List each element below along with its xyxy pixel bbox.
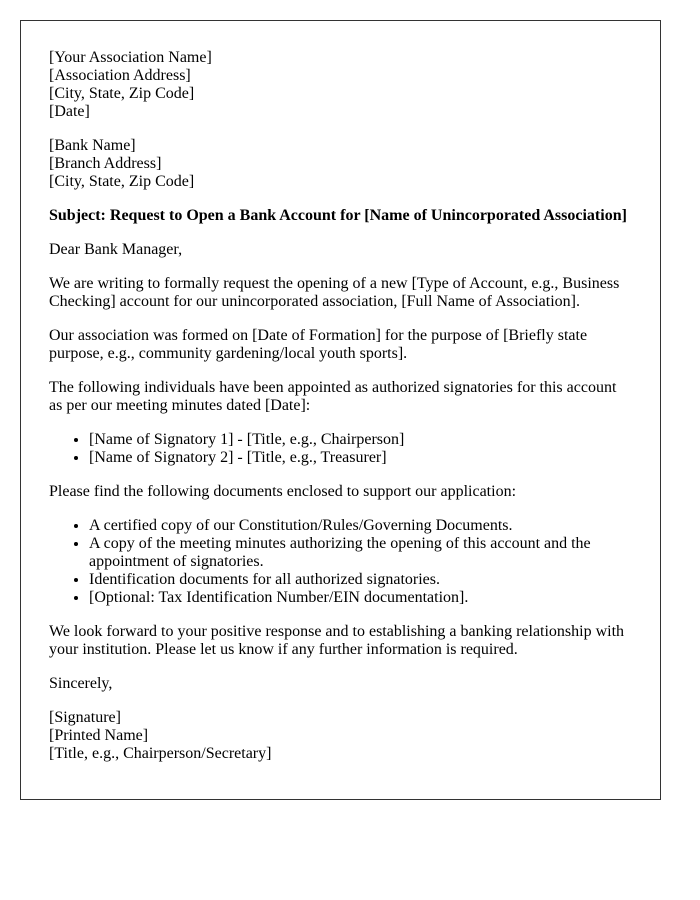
list-item: • [Name of Signatory 1] - [Title, e.g., Chairperson] xyxy=(89,431,632,449)
signer-title: [Title, e.g., Chairperson/Secretary] xyxy=(49,745,272,762)
list-item: • A copy of the meeting minutes authorizing the opening of this account and the appointment of signatories. xyxy=(89,535,632,571)
sender-address: [Association Address] xyxy=(49,67,191,84)
signatories-list xyxy=(49,431,632,467)
letter-date: [Date] xyxy=(49,103,90,120)
list-item: • [Optional: Tax Identification Number/EIN documentation]. xyxy=(89,589,632,607)
list-item: • [Name of Signatory 2] - [Title, e.g., Treasurer] xyxy=(89,449,632,467)
documents-list xyxy=(49,517,632,607)
recipient-block xyxy=(49,137,632,191)
recipient-branch: [Branch Address] xyxy=(49,155,162,172)
recipient-bank: [Bank Name] xyxy=(49,137,136,154)
salutation: Dear Bank Manager, xyxy=(49,241,183,258)
formation-paragraph: Our association was formed on [Date of Formation] for the purpose of [Briefly state purpose, e.g., community gardening/local youth sports]. xyxy=(49,327,588,362)
signatories-intro: The following individuals have been appointed as authorized signatories for this account as per our meeting minutes dated [Date]: xyxy=(49,379,617,414)
complimentary-close: Sincerely, xyxy=(49,675,113,692)
recipient-city: [City, State, Zip Code] xyxy=(49,173,195,190)
printed-name: [Printed Name] xyxy=(49,727,149,744)
documents-intro: Please find the following documents enclosed to support our application: xyxy=(49,483,517,500)
sender-block xyxy=(49,49,632,121)
subject-line: Subject: Request to Open a Bank Account for [Name of Unincorporated Association] xyxy=(49,207,627,224)
closing-paragraph: We look forward to your positive response and to establishing a banking relationship with your institution. Please let us know if any further information is required. xyxy=(49,623,625,658)
signature: [Signature] xyxy=(49,709,121,726)
sender-name: [Your Association Name] xyxy=(49,49,212,66)
sender-city: [City, State, Zip Code] xyxy=(49,85,195,102)
intro-paragraph: We are writing to formally request the opening of a new [Type of Account, e.g., Business Checking] account for our unincorporated association, [Full Name of Association]. xyxy=(49,275,620,310)
signature-block xyxy=(49,709,632,763)
list-item: • A certified copy of our Constitution/Rules/Governing Documents. xyxy=(89,517,632,535)
letter xyxy=(20,20,661,800)
list-item: • Identification documents for all authorized signatories. xyxy=(89,571,632,589)
